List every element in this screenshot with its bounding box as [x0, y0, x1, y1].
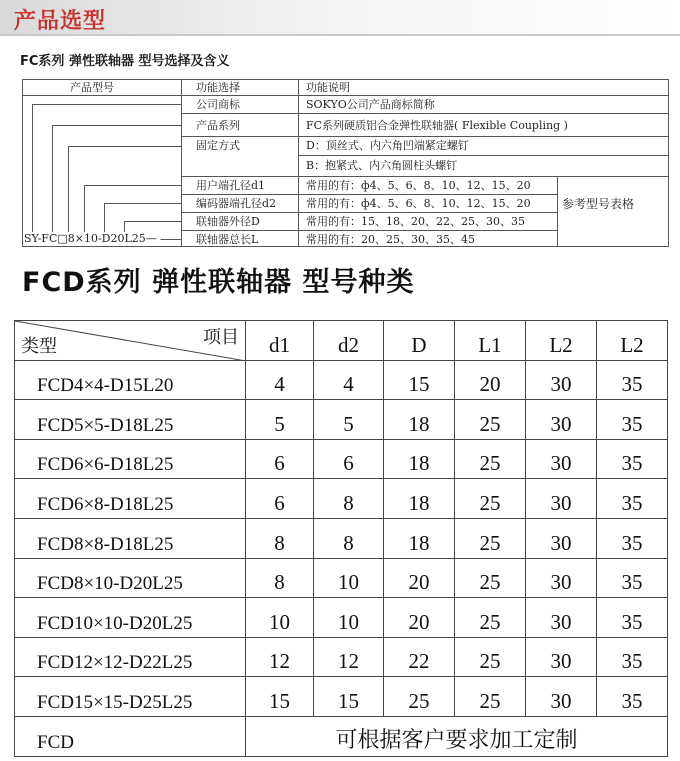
value-cell: 10 — [314, 598, 384, 638]
diagram-description: D：顶丝式、内六角凹端紧定螺钉 — [306, 139, 469, 152]
value-cell: 18 — [384, 479, 455, 519]
value-cell: 35 — [597, 677, 668, 717]
value-cell: 4 — [246, 360, 314, 400]
value-cell: 6 — [314, 439, 384, 479]
value-cell: 25 — [384, 677, 455, 717]
model-code-example: SY-FC□8×10-D20L25— — [24, 232, 157, 245]
value-cell: 4 — [314, 360, 384, 400]
model-cell: FCD5×5-D18L25 — [15, 400, 246, 440]
diagram-function: 产品系列 — [196, 119, 240, 132]
value-cell: 30 — [526, 479, 597, 519]
table-row — [15, 439, 668, 479]
diagram-function: 固定方式 — [196, 139, 240, 152]
custom-note-cell: 可根据客户要求加工定制 — [246, 716, 668, 756]
model-code-diagram — [0, 0, 680, 260]
model-cell: FCD8×10-D20L25 — [15, 558, 246, 598]
model-cell: FCD6×8-D18L25 — [15, 479, 246, 519]
table-row — [15, 677, 668, 717]
value-cell: 20 — [384, 558, 455, 598]
value-cell: 30 — [526, 439, 597, 479]
table-row — [15, 360, 668, 400]
value-cell: 15 — [246, 677, 314, 717]
value-cell: 30 — [526, 637, 597, 677]
value-cell: 12 — [246, 637, 314, 677]
model-cell: FCD12×12-D22L25 — [15, 637, 246, 677]
value-cell: 8 — [314, 479, 384, 519]
column-header-d2: d2 — [314, 321, 384, 361]
value-cell: 20 — [384, 598, 455, 638]
diagram-function: 公司商标 — [196, 98, 240, 111]
value-cell: 25 — [455, 439, 526, 479]
spec-table — [14, 320, 668, 757]
table-row — [15, 518, 668, 558]
table-row — [15, 400, 668, 440]
diagram-function: 联轴器外径D — [196, 215, 260, 228]
column-header-d: D — [384, 321, 455, 361]
value-cell: 5 — [314, 400, 384, 440]
table-row — [15, 637, 668, 677]
corner-label-item: 项目 — [203, 327, 239, 348]
diagram-function: 用户端孔径d1 — [196, 179, 266, 192]
value-cell: 30 — [526, 558, 597, 598]
value-cell: 35 — [597, 637, 668, 677]
diagram-description: SOKYO公司产品商标简称 — [306, 98, 435, 111]
value-cell: 8 — [314, 518, 384, 558]
value-cell: 15 — [384, 360, 455, 400]
value-cell: 35 — [597, 479, 668, 519]
model-cell: FCD4×4-D15L20 — [15, 360, 246, 400]
value-cell: 35 — [597, 598, 668, 638]
diagram-header-function: 功能选择 — [196, 81, 240, 94]
value-cell: 35 — [597, 518, 668, 558]
diagram-description: 常用的有：15、18、20、22、25、30、35 — [306, 215, 525, 228]
value-cell: 20 — [455, 360, 526, 400]
value-cell: 30 — [526, 400, 597, 440]
value-cell: 25 — [455, 677, 526, 717]
value-cell: 6 — [246, 439, 314, 479]
value-cell: 35 — [597, 360, 668, 400]
value-cell: 30 — [526, 598, 597, 638]
custom-model-cell: FCD — [15, 716, 246, 756]
column-header-l2-second: L2 — [597, 321, 668, 361]
value-cell: 10 — [246, 598, 314, 638]
model-cell: FCD8×8-D18L25 — [15, 518, 246, 558]
table-row — [15, 479, 668, 519]
model-cell: FCD15×15-D25L25 — [15, 677, 246, 717]
value-cell: 30 — [526, 360, 597, 400]
custom-row — [15, 716, 668, 756]
value-cell: 35 — [597, 558, 668, 598]
model-cell: FCD6×6-D18L25 — [15, 439, 246, 479]
value-cell: 35 — [597, 400, 668, 440]
value-cell: 18 — [384, 439, 455, 479]
value-cell: 25 — [455, 598, 526, 638]
value-cell: 35 — [597, 439, 668, 479]
value-cell: 22 — [384, 637, 455, 677]
value-cell: 30 — [526, 518, 597, 558]
diagram-function: 联轴器总长L — [196, 233, 259, 246]
corner-label-type: 类型 — [21, 335, 57, 357]
value-cell: 5 — [246, 400, 314, 440]
diagram-description: FC系列硬质铝合金弹性联轴器( Flexible Coupling ) — [306, 119, 568, 132]
column-header-l2: L2 — [526, 321, 597, 361]
diagram-description: 常用的有：20、25、30、35、45 — [306, 233, 475, 246]
diagram-description: 常用的有：ф4、5、6、8、10、12、15、20 — [306, 179, 531, 192]
column-header-l1: L1 — [455, 321, 526, 361]
value-cell: 8 — [246, 518, 314, 558]
model-cell: FCD10×10-D20L25 — [15, 598, 246, 638]
value-cell: 6 — [246, 479, 314, 519]
value-cell: 8 — [246, 558, 314, 598]
value-cell: 10 — [314, 558, 384, 598]
value-cell: 25 — [455, 518, 526, 558]
corner-header-cell — [15, 321, 246, 361]
diagram-header-model: 产品型号 — [70, 81, 114, 94]
value-cell: 30 — [526, 677, 597, 717]
table-row — [15, 598, 668, 638]
diagram-subtitle: FC系列 弹性联轴器 型号选择及含义 — [20, 54, 230, 69]
diagram-description: 常用的有：ф4、5、6、8、10、12、15、20 — [306, 197, 531, 210]
value-cell: 18 — [384, 400, 455, 440]
reference-note: 参考型号表格 — [562, 197, 635, 211]
diagram-header-description: 功能说明 — [306, 81, 350, 94]
table-header-row — [15, 321, 668, 361]
table-row — [15, 558, 668, 598]
value-cell: 25 — [455, 558, 526, 598]
value-cell: 25 — [455, 479, 526, 519]
section-title: FCD系列 弹性联轴器 型号种类 — [22, 267, 415, 298]
diagram-function: 编码器端孔径d2 — [196, 197, 277, 210]
value-cell: 18 — [384, 518, 455, 558]
value-cell: 25 — [455, 400, 526, 440]
value-cell: 12 — [314, 637, 384, 677]
column-header-d1: d1 — [246, 321, 314, 361]
diagram-description: B：抱紧式、内六角圆柱头螺钉 — [306, 159, 458, 172]
banner-title: 产品选型 — [14, 9, 107, 34]
value-cell: 15 — [314, 677, 384, 717]
value-cell: 25 — [455, 637, 526, 677]
